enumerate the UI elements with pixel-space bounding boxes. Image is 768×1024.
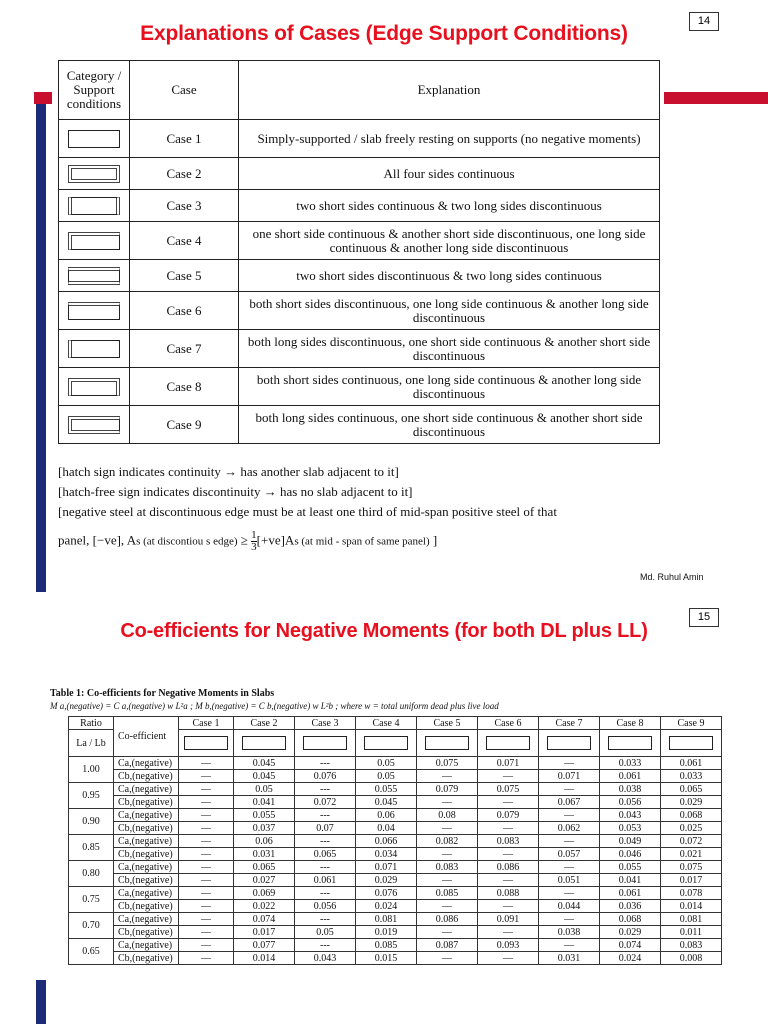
header-case-1: Case 1 xyxy=(179,717,234,730)
header-case-5: Case 5 xyxy=(417,717,478,730)
coef-value: 0.044 xyxy=(539,900,600,913)
coef-value: 0.056 xyxy=(295,900,356,913)
case-label: Case 2 xyxy=(130,158,239,190)
case-explanation: two short sides continuous & two long sides discontinuous xyxy=(239,190,660,222)
coef-value: 0.081 xyxy=(356,913,417,926)
coef-value: --- xyxy=(295,835,356,848)
coef-row xyxy=(69,861,722,874)
case-row xyxy=(59,406,660,444)
coef-value: 0.038 xyxy=(539,926,600,939)
coef-value: 0.008 xyxy=(661,952,722,965)
coef-value: — xyxy=(179,796,234,809)
coef-value: — xyxy=(539,913,600,926)
coef-label: Cb,(negative) xyxy=(114,952,179,965)
coef-label: Cb,(negative) xyxy=(114,848,179,861)
case-row xyxy=(59,368,660,406)
header-category: Category / Support conditions xyxy=(59,61,130,120)
coef-value: 0.076 xyxy=(295,770,356,783)
coef-value: 0.072 xyxy=(295,796,356,809)
case-row xyxy=(59,158,660,190)
coef-value: 0.025 xyxy=(661,822,722,835)
coef-value: 0.088 xyxy=(478,887,539,900)
fraction-numerator: 1 xyxy=(251,529,257,541)
formula-op: ≥ xyxy=(237,532,252,548)
coef-value: 0.086 xyxy=(478,861,539,874)
case-3-icon xyxy=(295,730,356,757)
coef-row xyxy=(69,848,722,861)
case-1-icon xyxy=(179,730,234,757)
support-condition-icon xyxy=(68,130,120,148)
case-label: Case 7 xyxy=(130,330,239,368)
coef-value: 0.065 xyxy=(295,848,356,861)
coef-label: Ca,(negative) xyxy=(114,861,179,874)
coef-value: — xyxy=(478,926,539,939)
coef-value: 0.066 xyxy=(356,835,417,848)
header-case: Case xyxy=(130,61,239,120)
case-label: Case 5 xyxy=(130,260,239,292)
case-explanation: two short sides discontinuous & two long sides continuous xyxy=(239,260,660,292)
coef-label: Ca,(negative) xyxy=(114,835,179,848)
cases-table xyxy=(58,60,660,444)
coef-value: 0.043 xyxy=(600,809,661,822)
coef-row xyxy=(69,952,722,965)
ratio-value: 0.85 xyxy=(69,835,114,861)
coef-value: — xyxy=(539,783,600,796)
coef-value: 0.053 xyxy=(600,822,661,835)
coef-value: — xyxy=(478,796,539,809)
coef-value: — xyxy=(539,835,600,848)
coef-value: — xyxy=(179,913,234,926)
coef-value: 0.029 xyxy=(600,926,661,939)
case-row xyxy=(59,292,660,330)
coef-value: — xyxy=(179,952,234,965)
coef-value: 0.07 xyxy=(295,822,356,835)
coef-value: 0.069 xyxy=(234,887,295,900)
coef-value: 0.083 xyxy=(417,861,478,874)
coef-value: 0.091 xyxy=(478,913,539,926)
author-credit: Md. Ruhul Amin xyxy=(640,572,704,582)
coef-value: 0.061 xyxy=(295,874,356,887)
coef-value: — xyxy=(417,900,478,913)
coef-value: 0.055 xyxy=(234,809,295,822)
coef-value: — xyxy=(179,770,234,783)
coef-value: 0.029 xyxy=(661,796,722,809)
coef-value: 0.06 xyxy=(234,835,295,848)
coef-row xyxy=(69,809,722,822)
notes xyxy=(58,462,658,553)
case-icon-cell xyxy=(59,292,130,330)
case-5-icon xyxy=(417,730,478,757)
case-icon-cell xyxy=(59,260,130,292)
coef-value: 0.033 xyxy=(661,770,722,783)
coef-row xyxy=(69,887,722,900)
coef-value: 0.083 xyxy=(661,939,722,952)
page-number-15: 15 xyxy=(689,608,719,627)
coef-row xyxy=(69,783,722,796)
header-case-8: Case 8 xyxy=(600,717,661,730)
coef-value: — xyxy=(478,770,539,783)
case-label: Case 9 xyxy=(130,406,239,444)
coef-value: — xyxy=(478,848,539,861)
ratio-value: 0.80 xyxy=(69,861,114,887)
coef-value: — xyxy=(179,757,234,770)
coef-value: — xyxy=(417,796,478,809)
formula-suffix: ] xyxy=(429,532,438,548)
coef-value: 0.065 xyxy=(234,861,295,874)
case-2-icon xyxy=(234,730,295,757)
coef-row xyxy=(69,835,722,848)
support-condition-icon xyxy=(68,232,120,250)
coef-value: 0.05 xyxy=(234,783,295,796)
ratio-value: 0.90 xyxy=(69,809,114,835)
coef-value: — xyxy=(539,887,600,900)
coef-value: 0.056 xyxy=(600,796,661,809)
case-label: Case 1 xyxy=(130,120,239,158)
coef-value: — xyxy=(179,835,234,848)
coef-value: 0.085 xyxy=(417,887,478,900)
coef-value: 0.045 xyxy=(234,757,295,770)
coef-value: — xyxy=(478,900,539,913)
coef-row xyxy=(69,874,722,887)
coef-value: 0.071 xyxy=(539,770,600,783)
coef-value: 0.081 xyxy=(661,913,722,926)
header-ratio-fraction: La / Lb xyxy=(69,730,114,757)
case-label: Case 3 xyxy=(130,190,239,222)
header-ratio: Ratio xyxy=(69,717,114,730)
coef-value: — xyxy=(417,848,478,861)
coef-value: 0.085 xyxy=(356,939,417,952)
coef-label: Ca,(negative) xyxy=(114,913,179,926)
coef-value: 0.05 xyxy=(356,757,417,770)
coef-value: 0.061 xyxy=(600,770,661,783)
coef-value: --- xyxy=(295,783,356,796)
coef-value: 0.061 xyxy=(600,887,661,900)
case-explanation: one short side continuous & another short side discontinuous, one long side continuous & another long side discontinuous xyxy=(239,222,660,260)
coef-value: — xyxy=(179,874,234,887)
support-condition-icon xyxy=(68,378,120,396)
coef-value: — xyxy=(179,887,234,900)
coef-value: 0.014 xyxy=(661,900,722,913)
coef-value: 0.079 xyxy=(478,809,539,822)
coef-label: Cb,(negative) xyxy=(114,874,179,887)
case-label: Case 6 xyxy=(130,292,239,330)
ratio-value: 0.75 xyxy=(69,887,114,913)
coef-value: 0.021 xyxy=(661,848,722,861)
coef-label: Ca,(negative) xyxy=(114,809,179,822)
support-condition-icon xyxy=(68,340,120,358)
coef-row xyxy=(69,900,722,913)
coef-value: — xyxy=(417,926,478,939)
header-case-9: Case 9 xyxy=(661,717,722,730)
coef-value: 0.043 xyxy=(295,952,356,965)
coef-value: 0.076 xyxy=(356,887,417,900)
coef-value: — xyxy=(478,874,539,887)
coef-value: 0.031 xyxy=(234,848,295,861)
coef-value: — xyxy=(539,861,600,874)
steel-formula xyxy=(58,530,658,553)
coef-value: 0.017 xyxy=(234,926,295,939)
coef-header-row xyxy=(69,717,722,730)
case-explanation: both short sides continuous, one long side continuous & another long side discontinuous xyxy=(239,368,660,406)
coef-value: 0.051 xyxy=(539,874,600,887)
coef-value: 0.067 xyxy=(539,796,600,809)
coef-value: 0.074 xyxy=(234,913,295,926)
coef-label: Ca,(negative) xyxy=(114,783,179,796)
coef-value: 0.055 xyxy=(600,861,661,874)
coef-value: — xyxy=(539,757,600,770)
coef-value: 0.024 xyxy=(356,900,417,913)
table-formula: M a,(negative) = C a,(negative) w L²a ; M b,(negative) = C b,(negative) w L²b ; where w = total uniform dead plus live load xyxy=(50,701,499,711)
coef-value: 0.015 xyxy=(356,952,417,965)
coef-value: — xyxy=(179,861,234,874)
coef-value: 0.068 xyxy=(600,913,661,926)
coef-label: Ca,(negative) xyxy=(114,939,179,952)
coef-value: 0.075 xyxy=(417,757,478,770)
coef-value: 0.06 xyxy=(356,809,417,822)
coef-label: Cb,(negative) xyxy=(114,900,179,913)
coef-value: 0.087 xyxy=(417,939,478,952)
coef-value: 0.093 xyxy=(478,939,539,952)
coef-value: — xyxy=(179,783,234,796)
coef-value: 0.074 xyxy=(600,939,661,952)
coef-value: 0.057 xyxy=(539,848,600,861)
ratio-value: 0.65 xyxy=(69,939,114,965)
coef-row xyxy=(69,926,722,939)
case-8-icon xyxy=(600,730,661,757)
support-condition-icon xyxy=(68,267,120,285)
coef-value: 0.027 xyxy=(234,874,295,887)
coef-value: — xyxy=(539,809,600,822)
case-icon-cell xyxy=(59,120,130,158)
left-navy-bar-15 xyxy=(36,980,46,1024)
note-2: [hatch-free sign indicates discontinuity → has no slab adjacent to it] xyxy=(58,484,413,499)
case-label: Case 8 xyxy=(130,368,239,406)
coef-value: 0.061 xyxy=(661,757,722,770)
coef-value: — xyxy=(179,939,234,952)
cases-body xyxy=(59,120,660,444)
coef-value: — xyxy=(179,848,234,861)
coef-value: 0.082 xyxy=(417,835,478,848)
coef-value: 0.072 xyxy=(661,835,722,848)
coef-value: --- xyxy=(295,887,356,900)
coef-row xyxy=(69,796,722,809)
coef-value: 0.022 xyxy=(234,900,295,913)
coef-value: 0.034 xyxy=(356,848,417,861)
header-explanation: Explanation xyxy=(239,61,660,120)
coef-value: 0.062 xyxy=(539,822,600,835)
support-condition-icon xyxy=(68,165,120,183)
coef-value: — xyxy=(179,926,234,939)
coef-value: --- xyxy=(295,757,356,770)
coef-value: — xyxy=(417,822,478,835)
coef-value: 0.041 xyxy=(234,796,295,809)
coef-label: Cb,(negative) xyxy=(114,796,179,809)
case-row xyxy=(59,222,660,260)
formula-sub2: s (at mid - span of same panel) xyxy=(294,535,430,548)
coef-value: 0.04 xyxy=(356,822,417,835)
coef-label: Ca,(negative) xyxy=(114,887,179,900)
formula-prefix: panel, [−ve], A xyxy=(58,532,137,548)
cases-header-row xyxy=(59,61,660,120)
coef-value: --- xyxy=(295,939,356,952)
coefficient-table xyxy=(68,716,722,965)
coef-value: 0.029 xyxy=(356,874,417,887)
coef-value: 0.071 xyxy=(478,757,539,770)
coef-row xyxy=(69,939,722,952)
coef-value: 0.033 xyxy=(600,757,661,770)
coef-value: 0.036 xyxy=(600,900,661,913)
left-red-accent xyxy=(34,92,52,104)
case-icon-cell xyxy=(59,158,130,190)
coef-label: Cb,(negative) xyxy=(114,926,179,939)
coef-value: — xyxy=(417,874,478,887)
coef-value: — xyxy=(179,809,234,822)
coef-value: — xyxy=(179,822,234,835)
coef-value: 0.078 xyxy=(661,887,722,900)
left-navy-bar xyxy=(36,92,46,592)
coef-label: Cb,(negative) xyxy=(114,770,179,783)
header-case-6: Case 6 xyxy=(478,717,539,730)
case-row xyxy=(59,120,660,158)
case-explanation: All four sides continuous xyxy=(239,158,660,190)
case-explanation: Simply-supported / slab freely resting on supports (no negative moments) xyxy=(239,120,660,158)
coef-value: 0.031 xyxy=(539,952,600,965)
coef-label: Ca,(negative) xyxy=(114,757,179,770)
coef-value: 0.065 xyxy=(661,783,722,796)
slide-title-15: Co-efficients for Negative Moments (for both DL plus LL) xyxy=(120,620,648,642)
coef-value: 0.037 xyxy=(234,822,295,835)
coef-value: 0.014 xyxy=(234,952,295,965)
ratio-value: 1.00 xyxy=(69,757,114,783)
coef-row xyxy=(69,757,722,770)
coef-value: 0.017 xyxy=(661,874,722,887)
coef-value: 0.075 xyxy=(661,861,722,874)
coef-value: — xyxy=(179,900,234,913)
coef-value: 0.019 xyxy=(356,926,417,939)
case-explanation: both long sides discontinuous, one short side continuous & another short side discontinuous xyxy=(239,330,660,368)
page-number: 14 xyxy=(689,12,719,31)
case-9-icon xyxy=(661,730,722,757)
coef-value: 0.024 xyxy=(600,952,661,965)
coef-value: 0.077 xyxy=(234,939,295,952)
coef-value: — xyxy=(478,952,539,965)
case-7-icon xyxy=(539,730,600,757)
case-icon-cell xyxy=(59,330,130,368)
coef-value: 0.071 xyxy=(356,861,417,874)
coef-value: 0.075 xyxy=(478,783,539,796)
support-condition-icon xyxy=(68,416,120,434)
coef-value: 0.041 xyxy=(600,874,661,887)
ratio-value: 0.95 xyxy=(69,783,114,809)
coef-value: 0.079 xyxy=(417,783,478,796)
header-case-7: Case 7 xyxy=(539,717,600,730)
coef-row xyxy=(69,822,722,835)
coef-label: Cb,(negative) xyxy=(114,822,179,835)
coef-value: --- xyxy=(295,913,356,926)
coef-value: 0.046 xyxy=(600,848,661,861)
coef-value: 0.086 xyxy=(417,913,478,926)
coef-value: 0.083 xyxy=(478,835,539,848)
coef-value: --- xyxy=(295,861,356,874)
fraction-denominator: 3 xyxy=(251,541,257,553)
case-label: Case 4 xyxy=(130,222,239,260)
case-row xyxy=(59,260,660,292)
case-icon-cell xyxy=(59,190,130,222)
support-condition-icon xyxy=(68,197,120,215)
case-explanation: both long sides continuous, one short side continuous & another short side discontinuous xyxy=(239,406,660,444)
case-6-icon xyxy=(478,730,539,757)
coef-value: 0.05 xyxy=(295,926,356,939)
coef-value: 0.05 xyxy=(356,770,417,783)
case-explanation: both short sides discontinuous, one long side continuous & another long side discontinuous xyxy=(239,292,660,330)
coef-row xyxy=(69,913,722,926)
coef-value: 0.068 xyxy=(661,809,722,822)
coef-value: — xyxy=(478,822,539,835)
note-1: [hatch sign indicates continuity → has another slab adjacent to it] xyxy=(58,464,399,479)
header-coefficient: Co-efficient xyxy=(114,717,179,757)
coef-value: 0.011 xyxy=(661,926,722,939)
formula-sub1: s (at discontiou s edge) xyxy=(136,535,238,548)
coef-value: 0.055 xyxy=(356,783,417,796)
formula-mid: [+ve]A xyxy=(256,532,295,548)
case-row xyxy=(59,190,660,222)
header-case-2: Case 2 xyxy=(234,717,295,730)
note-3: [negative steel at discontinuous edge must be at least one third of mid-span positive steel of that xyxy=(58,504,557,519)
coef-value: — xyxy=(417,770,478,783)
coef-value: --- xyxy=(295,809,356,822)
table-caption: Table 1: Co-efficients for Negative Moments in Slabs xyxy=(50,688,275,699)
case-4-icon xyxy=(356,730,417,757)
coef-row xyxy=(69,770,722,783)
coef-body xyxy=(69,757,722,965)
coef-value: 0.049 xyxy=(600,835,661,848)
header-case-3: Case 3 xyxy=(295,717,356,730)
slide-15 xyxy=(0,600,768,1024)
coef-value: 0.038 xyxy=(600,783,661,796)
ratio-value: 0.70 xyxy=(69,913,114,939)
coef-value: 0.08 xyxy=(417,809,478,822)
case-icon-cell xyxy=(59,406,130,444)
case-icon-cell xyxy=(59,222,130,260)
case-icon-cell xyxy=(59,368,130,406)
coef-value: 0.045 xyxy=(234,770,295,783)
coef-value: — xyxy=(539,939,600,952)
coef-value: — xyxy=(417,952,478,965)
slide-title: Explanations of Cases (Edge Support Conditions) xyxy=(140,22,628,45)
header-case-4: Case 4 xyxy=(356,717,417,730)
case-row xyxy=(59,330,660,368)
support-condition-icon xyxy=(68,302,120,320)
right-red-accent xyxy=(664,92,768,104)
coef-value: 0.045 xyxy=(356,796,417,809)
